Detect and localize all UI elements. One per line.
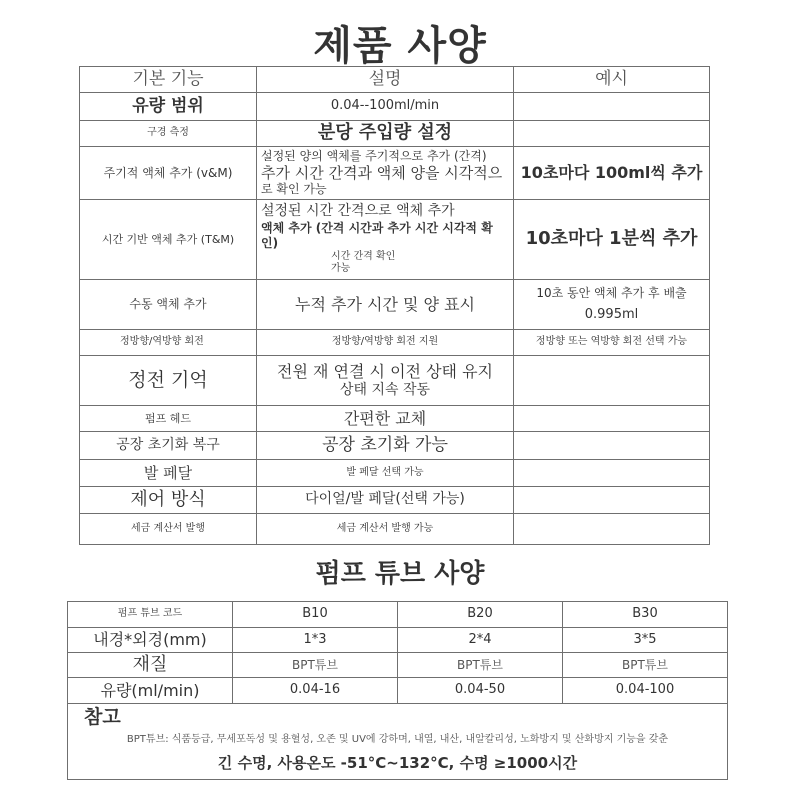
example-cell — [514, 406, 710, 432]
table-row — [80, 487, 710, 514]
table-row — [80, 514, 710, 545]
example-cell — [514, 200, 710, 280]
desc-line: 누적 추가 시간 및 양 표시 — [295, 294, 475, 314]
example-cell — [514, 460, 710, 487]
desc-line: 전원 재 연결 시 이전 상태 유지 — [277, 361, 493, 381]
spec-table — [79, 66, 710, 545]
feature-cell: 유량 범위 — [80, 93, 257, 121]
header-cell: 기본 기능 — [80, 67, 257, 93]
example-cell — [514, 487, 710, 514]
table-row — [68, 653, 728, 678]
desc-line: 정방향/역방향 회전 지원 — [331, 336, 439, 348]
tube-table — [67, 601, 728, 780]
table-row — [80, 93, 710, 121]
desc-line: 0.04--100ml/min — [330, 98, 440, 114]
tube-label-cell: 펌프 튜브 코드 — [68, 602, 233, 628]
tube-value-cell: BPT튜브 — [398, 653, 563, 678]
desc-cell — [257, 93, 514, 121]
desc-cell — [257, 356, 514, 406]
desc-line: 시간 간격 확인 — [331, 250, 396, 262]
desc-line: 공장 초기화 가능 — [322, 434, 448, 455]
table-row — [80, 406, 710, 432]
desc-line: 설정된 양의 액체를 주기적으로 추가 (간격) — [261, 148, 487, 163]
tube-label-cell: 내경*외경(mm) — [68, 628, 233, 653]
example-line: 10초마다 1분씩 추가 — [525, 228, 698, 250]
feature-cell: 펌프 헤드 — [80, 406, 257, 432]
tube-value-cell: 3*5 — [563, 628, 728, 653]
reference-cell — [68, 704, 728, 780]
header-cell: 예시 — [514, 67, 710, 93]
tube-code-cell: B10 — [233, 602, 398, 628]
desc-cell — [257, 200, 514, 280]
desc-cell — [257, 280, 514, 330]
table-row — [80, 121, 710, 147]
desc-line: 분당 주입량 설정 — [317, 122, 453, 144]
example-cell — [514, 280, 710, 330]
example-cell — [514, 121, 710, 147]
example-line: 정방향 또는 역방향 회전 선택 가능 — [535, 336, 688, 348]
tube-value-cell: 1*3 — [233, 628, 398, 653]
feature-cell: 제어 방식 — [80, 487, 257, 514]
feature-cell: 구경 측정 — [80, 121, 257, 147]
example-line: 10초마다 100ml씩 추가 — [520, 163, 703, 182]
table-row — [68, 678, 728, 704]
desc-line: 설정된 시간 간격으로 액체 추가 — [261, 203, 455, 220]
tube-label-cell: 유량(ml/min) — [68, 678, 233, 704]
tube-value-cell: 0.04-100 — [563, 678, 728, 704]
feature-cell: 주기적 액체 추가 (v&M) — [80, 147, 257, 200]
desc-line: 상태 지속 작동 — [339, 381, 431, 398]
desc-line: 다이얼/발 페달(선택 가능) — [305, 491, 465, 508]
example-cell — [514, 147, 710, 200]
reference-label: 참고 — [84, 706, 121, 728]
desc-cell — [257, 147, 514, 200]
tube-value-cell: 0.04-50 — [398, 678, 563, 704]
table-row — [80, 200, 710, 280]
page-title: 제품 사양 — [313, 23, 487, 69]
reference-row — [68, 704, 728, 780]
feature-cell: 정방향/역방향 회전 — [80, 330, 257, 356]
table-row — [80, 460, 710, 487]
feature-cell: 발 페달 — [80, 460, 257, 487]
table-row — [80, 356, 710, 406]
example-cell — [514, 330, 710, 356]
desc-line: 로 확인 가능 — [261, 182, 327, 197]
table-header-row — [68, 602, 728, 628]
desc-line: 간편한 교체 — [343, 408, 427, 428]
table-row — [80, 147, 710, 200]
desc-line: 액체 추가 (간격 시간과 추가 시간 시각적 확인) — [261, 220, 493, 250]
desc-cell — [257, 406, 514, 432]
header-cell: 설명 — [257, 67, 514, 93]
example-cell — [514, 356, 710, 406]
tube-code-cell: B20 — [398, 602, 563, 628]
desc-line: 추가 시간 간격과 액체 양을 시각적으 — [261, 163, 503, 182]
desc-cell — [257, 460, 514, 487]
table-header-row — [80, 67, 710, 93]
feature-cell: 수동 액체 추가 — [80, 280, 257, 330]
table-row — [80, 280, 710, 330]
table-row — [68, 628, 728, 653]
feature-cell: 정전 기억 — [80, 356, 257, 406]
tube-value-cell: 0.04-16 — [233, 678, 398, 704]
desc-cell — [257, 514, 514, 545]
reference-line: BPT튜브: 식품등급, 무세포독성 및 용혈성, 오존 및 UV에 강하며, 내열, 내산, 내알칼리성, 노화방지 및 산화방지 기능을 갖춘 — [126, 733, 669, 745]
reference-line: 긴 수명, 사용온도 -51°C~132°C, 수명 ≥1000시간 — [217, 754, 578, 773]
feature-cell: 세금 계산서 발행 — [80, 514, 257, 545]
desc-cell — [257, 330, 514, 356]
desc-line: 세금 계산서 발행 가능 — [336, 522, 434, 534]
table-row — [80, 432, 710, 460]
desc-line: 가능 — [331, 263, 351, 275]
tube-value-cell: BPT튜브 — [233, 653, 398, 678]
example-cell — [514, 432, 710, 460]
feature-cell: 공장 초기화 복구 — [80, 432, 257, 460]
tube-value-cell: BPT튜브 — [563, 653, 728, 678]
tube-code-cell: B30 — [563, 602, 728, 628]
feature-cell: 시간 기반 액체 추가 (T&M) — [80, 200, 257, 280]
tube-label-cell: 재질 — [68, 653, 233, 678]
desc-cell — [257, 121, 514, 147]
desc-cell — [257, 487, 514, 514]
example-cell — [514, 514, 710, 545]
example-line: 10초 동안 액체 추가 후 배출 — [536, 285, 687, 300]
example-line: 0.995ml — [584, 306, 639, 322]
table-row — [80, 330, 710, 356]
desc-cell — [257, 432, 514, 460]
tube-section-title: 펌프 튜브 사양 — [315, 559, 485, 589]
example-cell — [514, 93, 710, 121]
tube-value-cell: 2*4 — [398, 628, 563, 653]
desc-line: 발 페달 선택 가능 — [346, 466, 424, 478]
